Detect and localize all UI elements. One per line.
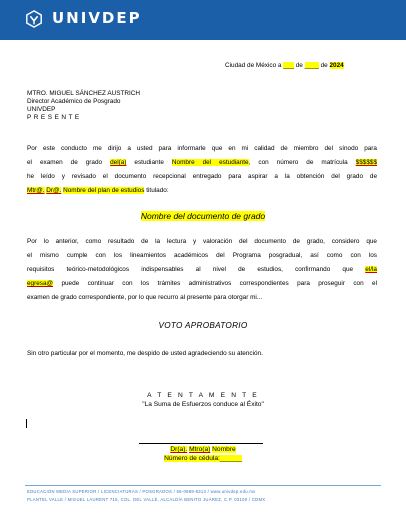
vote-heading: VOTO APROBATORIO [158,321,248,330]
date-day[interactable]: ___ [283,62,294,69]
field-degree-doctor[interactable]: Dr@. [46,187,62,194]
footer-line1: EDUCACIÓN MEDIA SUPERIOR / LICENCIATURAS / POSGRADOS / 55-0888-8313 / www.univdep.edu.mx [27,489,256,494]
field-gender-article[interactable]: el/la [365,266,377,273]
recipient-present: P R E S E N T E [27,114,80,121]
field-degree-master[interactable]: Mtr@. [27,187,45,194]
para2-line2: el mismo cumple con los lineamientos académicos del Programa posgradual, así como con los [27,252,377,259]
document-title [0,211,406,221]
para2-line4 [27,280,377,288]
motto: "La Suma de Esfuerzos conduce al Éxito" [142,401,264,408]
recipient-org: UNIVDEP [27,106,56,113]
signature-line [139,443,263,444]
cedula-label: Número de cédula: [164,455,220,462]
field-graduate[interactable]: egresa@ [27,280,54,287]
atentamente: A T E N T A M E N T E [147,392,259,399]
field-enrollment-number[interactable]: $$$$$$ [355,159,377,166]
text-run: el examen de grado [27,159,103,166]
date-city: Ciudad de México a [225,62,282,69]
field-title-master[interactable]: Mtro(a) [189,446,211,453]
letterhead-banner [0,0,406,40]
text-run: titulado: [146,187,169,194]
field-student-article[interactable]: del(a) [110,159,127,166]
para1-line3: he leído y revisado el documento recepcional entregado para aspirar a la obtención del grado de [27,173,377,180]
para1-line4 [27,187,169,195]
text-run: estudiante [134,159,164,166]
recipient-name: MTRO. MIGUEL SÁNCHEZ AUSTRICH [27,90,141,97]
field-document-title[interactable]: Nombre del documento de grado [140,211,266,221]
brand-name: UNIVDEP [52,9,142,27]
signer-name [0,446,406,453]
para2-line3 [27,266,377,274]
closing-text: Sin otro particular por el momento, me despido de usted agradeciendo su atención. [27,350,263,357]
field-study-plan[interactable]: Nombre del plan de estudios [63,187,145,194]
text-run: puede continuar con los trámites administrativos correspondientes para proseguir con el [61,280,377,287]
date-sep: de [295,62,303,69]
field-student-name[interactable]: Nombre del estudiante [171,159,249,166]
date-month[interactable]: ____ [304,62,319,69]
para2-line1: Por lo anterior, como resultado de la lectura y valoración del documento de grado, considero que [27,238,377,245]
text-run: requisitos teórico-metodológicos indispensables al nivel de estudios, confirmando que [27,266,354,273]
para2-line5: examen de grado correspondiente, por lo que recurro al presente para otorgar mi... [27,294,263,301]
date-sep: de [320,62,328,69]
recipient-role: Director Académico de Posgrado [27,98,121,105]
text-cursor [26,419,27,428]
footer-line2: PLANTEL VALLE / MIGUEL LAURENT 715, COL. DEL VALLE, ALCALDÍA BENITO JUÁREZ, C.P. 03100 / CDMX [27,497,266,502]
field-title-doctor[interactable]: Dr(a). [170,446,188,453]
date-year[interactable]: 2024 [329,62,344,69]
para1-line1: Por este conducto me dirijo a usted para informarle que en mi calidad de miembro del sínodo para [27,145,377,152]
univdep-logo-icon [25,10,43,28]
field-cedula-number[interactable]: ______ [219,455,242,462]
field-signer-name[interactable]: Nombre [212,446,236,453]
footer-divider [25,485,381,486]
signer-cedula [0,455,406,462]
text-run: , con número de matrícula [248,159,348,166]
para1-line2 [27,159,377,167]
date-line [225,62,344,70]
